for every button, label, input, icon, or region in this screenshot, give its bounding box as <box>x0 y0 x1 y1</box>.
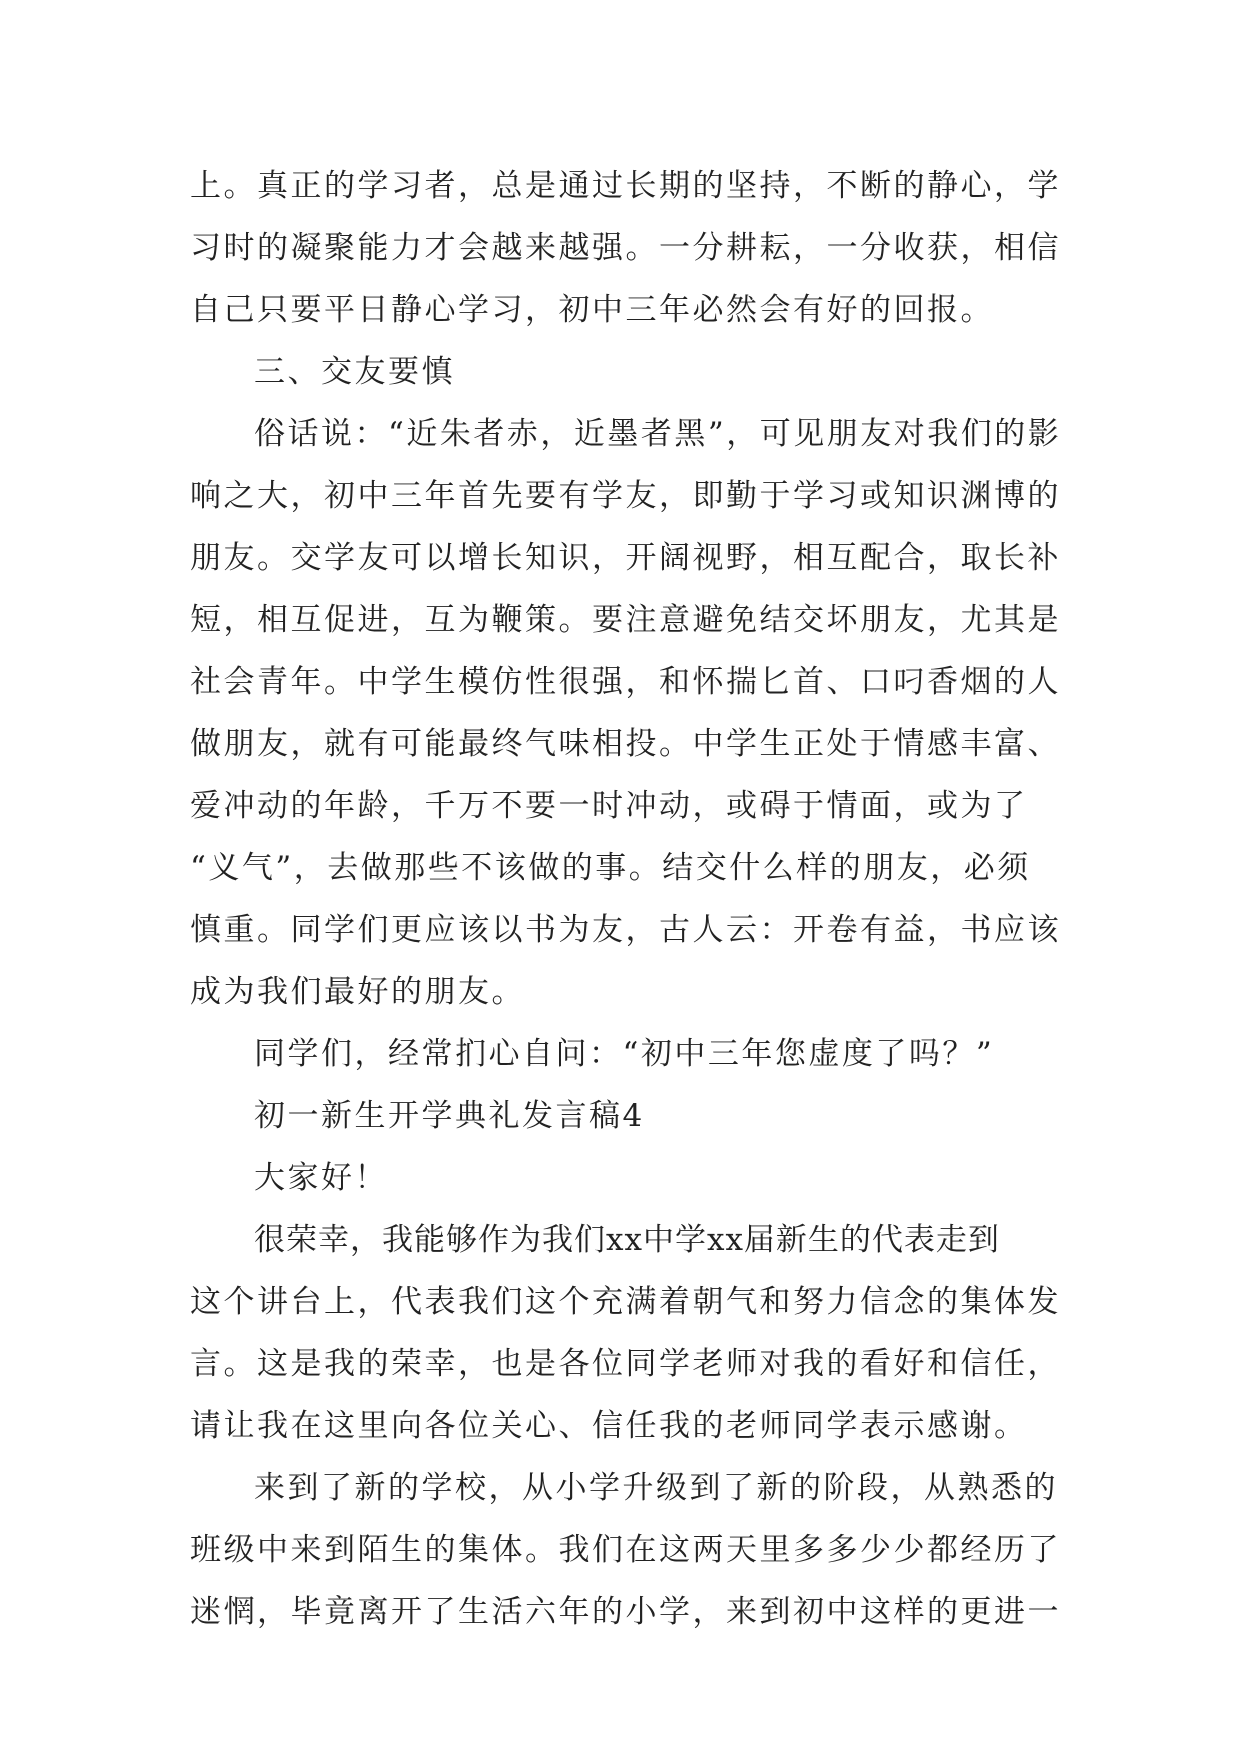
paragraph-line: 社会青年。中学生模仿性很强，和怀揣匕首、口叼香烟的人 <box>190 664 1061 700</box>
paragraph-line: 爱冲动的年龄，千万不要一时冲动，或碍于情面，或为了 <box>190 788 1028 824</box>
paragraph-line: 响之大，初中三年首先要有学友，即勤于学习或知识渊博的 <box>190 478 1061 514</box>
paragraph-line: 成为我们最好的朋友。 <box>190 974 525 1010</box>
paragraph-line: 朋友。交学友可以增长知识，开阔视野，相互配合，取长补 <box>190 540 1061 576</box>
section-title: 初一新生开学典礼发言稿4 <box>254 1098 645 1134</box>
paragraph-line: 慎重。同学们更应该以书为友，古人云：开卷有益，书应该 <box>190 912 1061 948</box>
paragraph-line: 班级中来到陌生的集体。我们在这两天里多多少少都经历了 <box>190 1532 1061 1568</box>
paragraph-line: 自己只要平日静心学习，初中三年必然会有好的回报。 <box>190 292 994 328</box>
paragraph-line: 上。真正的学习者，总是通过长期的坚持，不断的静心，学 <box>190 168 1061 204</box>
paragraph-line: 这个讲台上，代表我们这个充满着朝气和努力信念的集体发 <box>190 1284 1061 1320</box>
greeting: 大家好！ <box>254 1160 388 1196</box>
paragraph-line: 同学们，经常扪心自问：“初中三年您虚度了吗？” <box>254 1036 995 1072</box>
paragraph-line: 俗话说：“近朱者赤，近墨者黑”，可见朋友对我们的影 <box>254 416 1062 452</box>
document-body <box>190 155 1062 1643</box>
paragraph-line: 做朋友，就有可能最终气味相投。中学生正处于情感丰富、 <box>190 726 1061 762</box>
section-heading: 三、交友要慎 <box>254 354 455 390</box>
paragraph-line: 言。这是我的荣幸，也是各位同学老师对我的看好和信任， <box>190 1346 1061 1382</box>
paragraph-line: 习时的凝聚能力才会越来越强。一分耕耘，一分收获，相信 <box>190 230 1061 266</box>
paragraph-line: 短，相互促进，互为鞭策。要注意避免结交坏朋友，尤其是 <box>190 602 1061 638</box>
paragraph-line: 迷惘，毕竟离开了生活六年的小学，来到初中这样的更进一 <box>190 1594 1061 1630</box>
paragraph-line: 来到了新的学校，从小学升级到了新的阶段，从熟悉的 <box>254 1470 1058 1506</box>
paragraph-line: “义气”，去做那些不该做的事。结交什么样的朋友，必须 <box>190 850 1031 886</box>
paragraph-line: 很荣幸，我能够作为我们xx中学xx届新生的代表走到 <box>254 1222 1000 1258</box>
paragraph-line: 请让我在这里向各位关心、信任我的老师同学表示感谢。 <box>190 1408 1028 1444</box>
